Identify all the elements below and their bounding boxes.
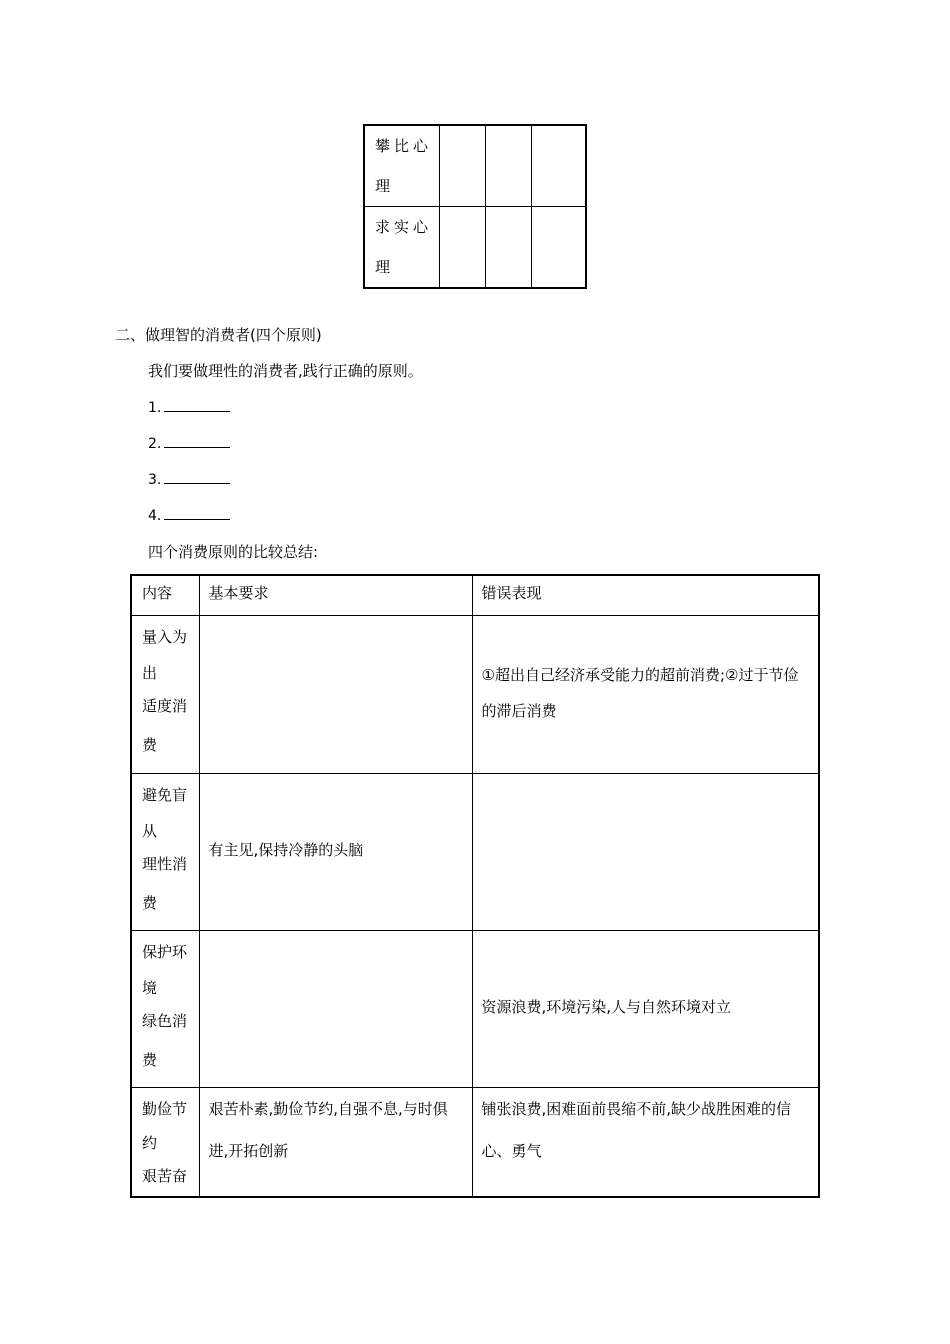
fill-blank[interactable] — [164, 397, 230, 412]
fill-blank[interactable] — [164, 469, 230, 484]
principle-name — [131, 615, 199, 773]
label-line: 攀比心 — [375, 137, 433, 155]
empty-cell — [439, 125, 485, 207]
errors-cell — [472, 773, 819, 930]
name-line: 费 — [142, 735, 158, 754]
name-line: 费 — [142, 893, 158, 912]
label-line: 求实心 — [375, 218, 433, 236]
requirement-cell — [199, 773, 472, 930]
errors-cell: 铺张浪费,困难面前畏缩不前,缺少战胜困难的信心、勇气 — [472, 1087, 819, 1197]
blank-item-1 — [148, 397, 230, 416]
fill-blank[interactable] — [164, 505, 230, 520]
name-line: 保护环 — [142, 942, 188, 961]
name-line: 艰苦奋 — [142, 1166, 188, 1185]
blank-item-3 — [148, 469, 230, 488]
empty-cell — [531, 125, 586, 207]
requirement-cell — [199, 615, 472, 773]
table-row — [131, 930, 819, 1087]
item-number: 4. — [148, 508, 162, 524]
principle-name — [131, 773, 199, 930]
errors-text: 资源浪费,环境污染,人与自然环境对立 — [481, 998, 732, 1016]
name-line: 约 — [142, 1133, 158, 1152]
name-line: 理性消 — [142, 854, 188, 873]
name-line: 出 — [142, 663, 158, 682]
mentality-label — [364, 125, 439, 207]
empty-cell — [485, 207, 531, 289]
table-row — [131, 773, 819, 930]
name-line: 勤俭节 — [142, 1099, 188, 1118]
blank-item-2 — [148, 433, 230, 452]
empty-cell — [485, 125, 531, 207]
empty-cell — [439, 207, 485, 289]
requirement-cell: 艰苦朴素,勤俭节约,自强不息,与时俱进,开拓创新 — [199, 1087, 472, 1197]
item-number: 3. — [148, 472, 162, 488]
principles-table — [130, 574, 820, 1198]
requirement-cell — [199, 930, 472, 1087]
table-row — [131, 1087, 819, 1197]
header-requirement: 基本要求 — [199, 575, 472, 615]
name-line: 费 — [142, 1050, 158, 1069]
errors-text: ①超出自己经济承受能力的超前消费;②过于节俭的滞后消费 — [481, 665, 799, 720]
label-line: 理 — [375, 258, 395, 276]
blank-item-4 — [148, 505, 230, 524]
errors-cell — [472, 615, 819, 773]
intro-text: 我们要做理性的消费者,践行正确的原则。 — [148, 362, 423, 380]
item-number: 2. — [148, 436, 162, 452]
table-row — [364, 207, 586, 289]
requirement-text: 有主见,保持冷静的头脑 — [208, 841, 364, 859]
section-heading: 二、做理智的消费者(四个原则) — [115, 326, 322, 344]
name-line: 避免盲 — [142, 785, 188, 804]
header-content: 内容 — [131, 575, 199, 615]
table-header-row — [131, 575, 819, 615]
empty-cell — [531, 207, 586, 289]
mentality-table — [363, 124, 587, 289]
principle-name — [131, 930, 199, 1087]
name-line: 境 — [142, 978, 158, 997]
table-row — [131, 615, 819, 773]
principle-name — [131, 1087, 199, 1197]
mentality-label — [364, 207, 439, 289]
name-line: 绿色消 — [142, 1011, 188, 1030]
name-line: 适度消 — [142, 696, 188, 715]
fill-blank[interactable] — [164, 433, 230, 448]
name-line: 量入为 — [142, 627, 188, 646]
name-line: 从 — [142, 821, 158, 840]
summary-heading: 四个消费原则的比较总结: — [148, 543, 319, 561]
header-errors: 错误表现 — [472, 575, 819, 615]
table-row — [364, 125, 586, 207]
label-line: 理 — [375, 177, 395, 195]
errors-cell — [472, 930, 819, 1087]
item-number: 1. — [148, 400, 162, 416]
